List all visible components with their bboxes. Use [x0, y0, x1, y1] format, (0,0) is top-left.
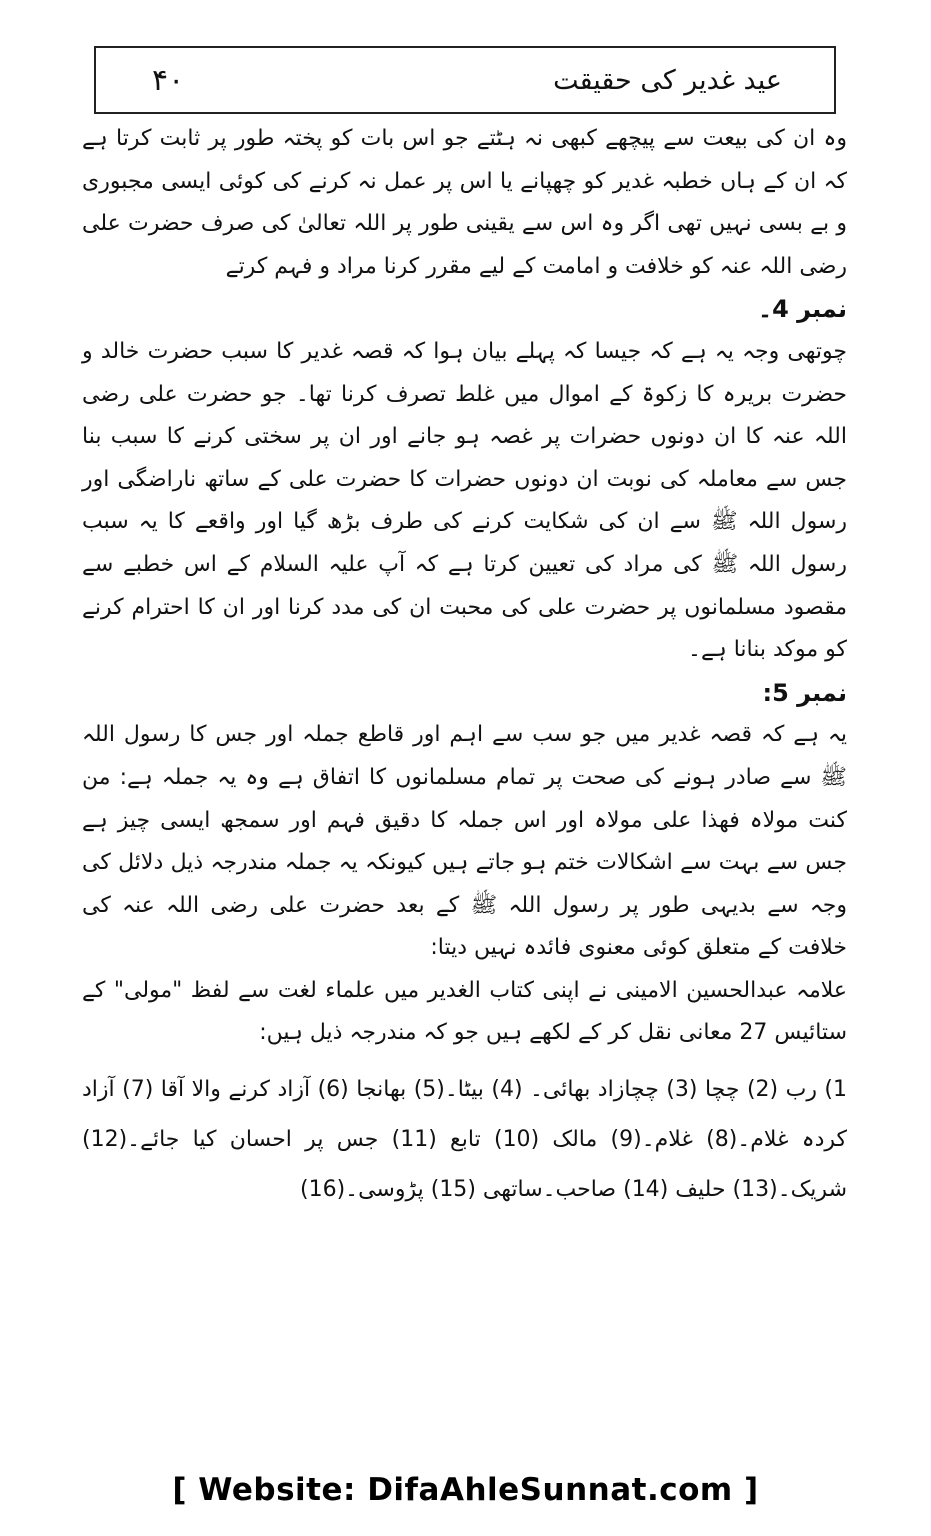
meanings-list: 1) رب (2) چچا (3) چچازاد بھائی۔ (4) بیٹا۔(5) بھانجا (6) آزاد کرنے والا آقا (7) آزاد کردہ غلام۔(8) غلام۔(9) مالک (10) تابع (11) جس پر احسان کیا جائے۔(12) شریک۔(13) حلیف (14) صاحب۔ساتھی (15) پڑوسی۔(16): [82, 1077, 848, 1203]
paragraph-3: یہ ہے کہ قصہ غدیر میں جو سب سے اہم اور قاطع جملہ اور جس کا رسول اللہ ﷺ سے صادر ہونے کی صحت پر تمام مسلمانوں کا اتفاق ہے وہ یہ جملہ ہے: من کنت مولاہ فھذا علی مولاہ اور اس جملہ کا دقیق فہم اور سمجھ ایسی چیز ہے جس سے بہت سے اشکالات ختم ہو جاتے ہیں کیونکہ یہ جملہ مندرجہ ذیل دلائل کی وجہ سے بدیہی طور پر رسول اللہ ﷺ کے بعد حضرت علی رضی اللہ عنہ کی خلافت کے متعلق کوئی معنوی فائدہ نہیں دیتا:: [82, 722, 847, 961]
page-number: ۴۰: [152, 62, 185, 98]
page-header: [94, 46, 836, 114]
paragraph-1: وہ ان کی بیعت سے پیچھے کبھی نہ ہٹتے جو اس بات کو پختہ طور پر ثابت کرتا ہے کہ ان کے ہاں خطبہ غدیر کو چھپانے یا اس پر عمل نہ کرنے کی کوئی ایسی مجبوری و بے بسی نہیں تھی اگر وہ اس سے یقینی طور پر اللہ تعالیٰ کی صرف حضرت علی رضی اللہ عنہ کو خلافت و امامت کے لیے مقرر کرنا مراد و فہم کرتے: [82, 126, 847, 279]
book-title: عید غدیر کی حقیقت: [553, 64, 782, 96]
website-footer: [ Website: DifaAhleSunnat.com ]: [172, 1472, 759, 1508]
section-heading-4: نمبر 4۔: [758, 295, 847, 324]
paragraph-4: علامہ عبدالحسین الامینی نے اپنی کتاب الغدیر میں علماء لغت سے لفظ "مولی" کے ستائیس 27 معانی نقل کر کے لکھے ہیں جو کہ مندرجہ ذیل ہیں:: [82, 977, 847, 1046]
paragraph-2: چوتھی وجہ یہ ہے کہ جیسا کہ پہلے بیان ہوا کہ قصہ غدیر کا سبب حضرت خالد و حضرت بریرہ کا زکوۃ کے اموال میں غلط تصرف کرنا تھا۔ جو حضرت علی رضی اللہ عنہ کا ان دونوں حضرات پر غصہ ہو جانے اور ان پر سختی کرنے کا سبب بنا جس سے معاملہ کی نوبت ان دونوں حضرات کا حضرت علی کے ساتھ ناراضگی اور رسول اللہ ﷺ سے ان کی شکایت کرنے کی طرف بڑھ گیا اور واقعے کا یہ سبب رسول اللہ ﷺ کی مراد کی تعیین کرتا ہے کہ آپ علیہ السلام کے اس خطبے سے مقصود مسلمانوں پر حضرت علی کی محبت ان کی مدد کرنا اور ان کا احترام کرنے کو موکد بنانا ہے۔: [82, 338, 847, 663]
page-body: [82, 118, 847, 1215]
section-heading-5: نمبر 5:: [762, 678, 847, 707]
